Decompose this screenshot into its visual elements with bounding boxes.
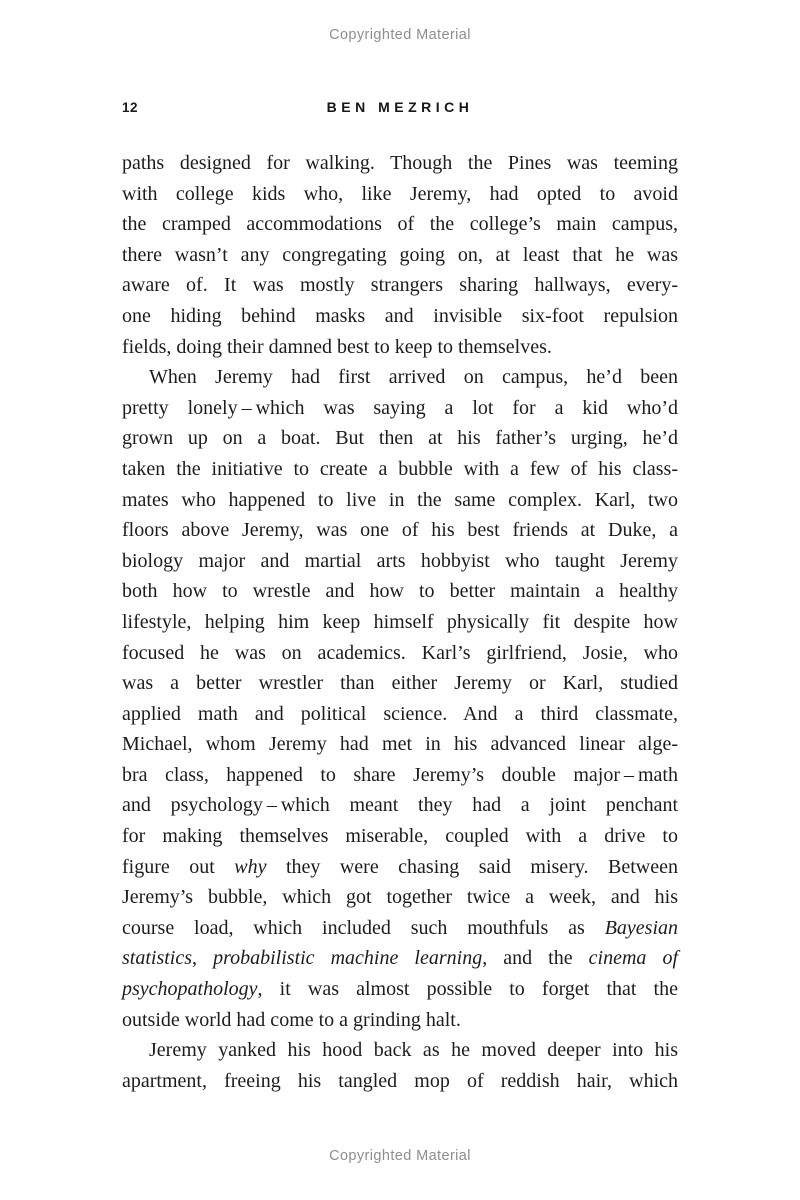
text-run: course load, which included such mouthfuls as	[122, 916, 605, 939]
body-text	[122, 148, 678, 1096]
text-line	[122, 1035, 678, 1066]
text-line	[122, 943, 678, 974]
text-run: apartment, freeing his tangled mop of reddish hair, which	[122, 1069, 678, 1092]
text-run: statistics	[122, 947, 193, 970]
text-run: applied math and political science. And a third classmate,	[122, 702, 678, 725]
text-line	[122, 209, 678, 240]
text-line	[122, 179, 678, 210]
text-line	[122, 913, 678, 944]
paragraph	[122, 362, 678, 1035]
text-run: was a better wrestler than either Jeremy or Karl, studied	[122, 672, 678, 695]
text-line	[122, 1066, 678, 1097]
text-run: both how to wrestle and how to better maintain a healthy	[122, 580, 678, 603]
text-run: one hiding behind masks and invisible six-foot repulsion	[122, 304, 678, 327]
text-run: fields, doing their damned best to keep to themselves.	[122, 335, 552, 358]
text-run: bra class, happened to share Jeremy’s double major – math	[122, 763, 678, 786]
text-run: ,	[192, 947, 214, 970]
text-run: Jeremy yanked his hood back as he moved deeper into his	[149, 1039, 678, 1062]
text-run: paths designed for walking. Though the Pines was teeming	[122, 152, 678, 174]
text-line	[122, 423, 678, 454]
text-line	[122, 332, 678, 363]
text-run: for making themselves miserable, coupled with a drive to	[122, 825, 678, 848]
text-line	[122, 1005, 678, 1036]
text-run: figure out	[122, 855, 235, 878]
text-run: grown up on a boat. But then at his father’s urging, he’d	[122, 427, 678, 450]
copyright-notice-bottom: Copyrighted Material	[329, 1148, 471, 1164]
text-run: with college kids who, like Jeremy, had opted to avoid	[122, 182, 678, 205]
running-head: BEN MEZRICH	[326, 99, 474, 115]
text-run: they were chasing said misery. Between	[266, 855, 678, 878]
text-run: taken the initiative to create a bubble with a few of his class-	[122, 457, 678, 480]
text-run: probabilistic machine learning	[213, 947, 483, 970]
text-line	[122, 974, 678, 1005]
text-run: pretty lonely – which was saying a lot for a kid who’d	[122, 396, 678, 419]
text-run: why	[234, 855, 267, 878]
text-run: Michael, whom Jeremy had met in his advanced linear alge-	[122, 733, 678, 756]
text-line	[122, 790, 678, 821]
text-line	[122, 454, 678, 485]
text-line	[122, 638, 678, 669]
text-line	[122, 546, 678, 577]
text-line	[122, 393, 678, 424]
text-line	[122, 699, 678, 730]
text-run: focused he was on academics. Karl’s girlfriend, Josie, who	[122, 641, 678, 664]
text-line	[122, 668, 678, 699]
text-line	[122, 240, 678, 271]
text-run: , it was almost possible to forget that the	[257, 978, 678, 1001]
text-run: biology major and martial arts hobbyist who taught Jeremy	[122, 549, 678, 572]
text-line	[122, 148, 678, 179]
page-header	[122, 99, 678, 117]
text-run: Bayesian	[604, 916, 678, 939]
text-run: outside world had come to a grinding halt.	[122, 1008, 461, 1031]
page-number: 12	[122, 100, 139, 115]
text-line	[122, 515, 678, 546]
text-run: Jeremy’s bubble, which got together twice a week, and his	[122, 886, 678, 909]
text-run: lifestyle, helping him keep himself physically fit despite how	[122, 610, 678, 633]
text-line	[122, 760, 678, 791]
text-line	[122, 882, 678, 913]
text-line	[122, 362, 678, 393]
text-run: aware of. It was mostly strangers sharing hallways, every-	[122, 274, 678, 297]
text-line	[122, 485, 678, 516]
text-run: the cramped accommodations of the college’s main campus,	[122, 213, 678, 236]
text-run: there wasn’t any congregating going on, at least that he was	[122, 243, 678, 266]
text-run: , and the	[482, 947, 589, 970]
text-run: mates who happened to live in the same complex. Karl, two	[122, 488, 678, 511]
text-line	[122, 301, 678, 332]
text-line	[122, 821, 678, 852]
paragraph	[122, 148, 678, 362]
text-run: psychopathology	[122, 978, 258, 1001]
text-run: cinema of	[588, 947, 679, 970]
text-line	[122, 576, 678, 607]
text-line	[122, 729, 678, 760]
text-line	[122, 852, 678, 883]
text-run: floors above Jeremy, was one of his best friends at Duke, a	[122, 519, 678, 542]
paragraph	[122, 1035, 678, 1096]
text-run: When Jeremy had first arrived on campus, he’d been	[149, 366, 678, 389]
text-line	[122, 270, 678, 301]
copyright-notice-top: Copyrighted Material	[329, 27, 471, 43]
text-run: and psychology – which meant they had a joint penchant	[122, 794, 678, 817]
text-line	[122, 607, 678, 638]
